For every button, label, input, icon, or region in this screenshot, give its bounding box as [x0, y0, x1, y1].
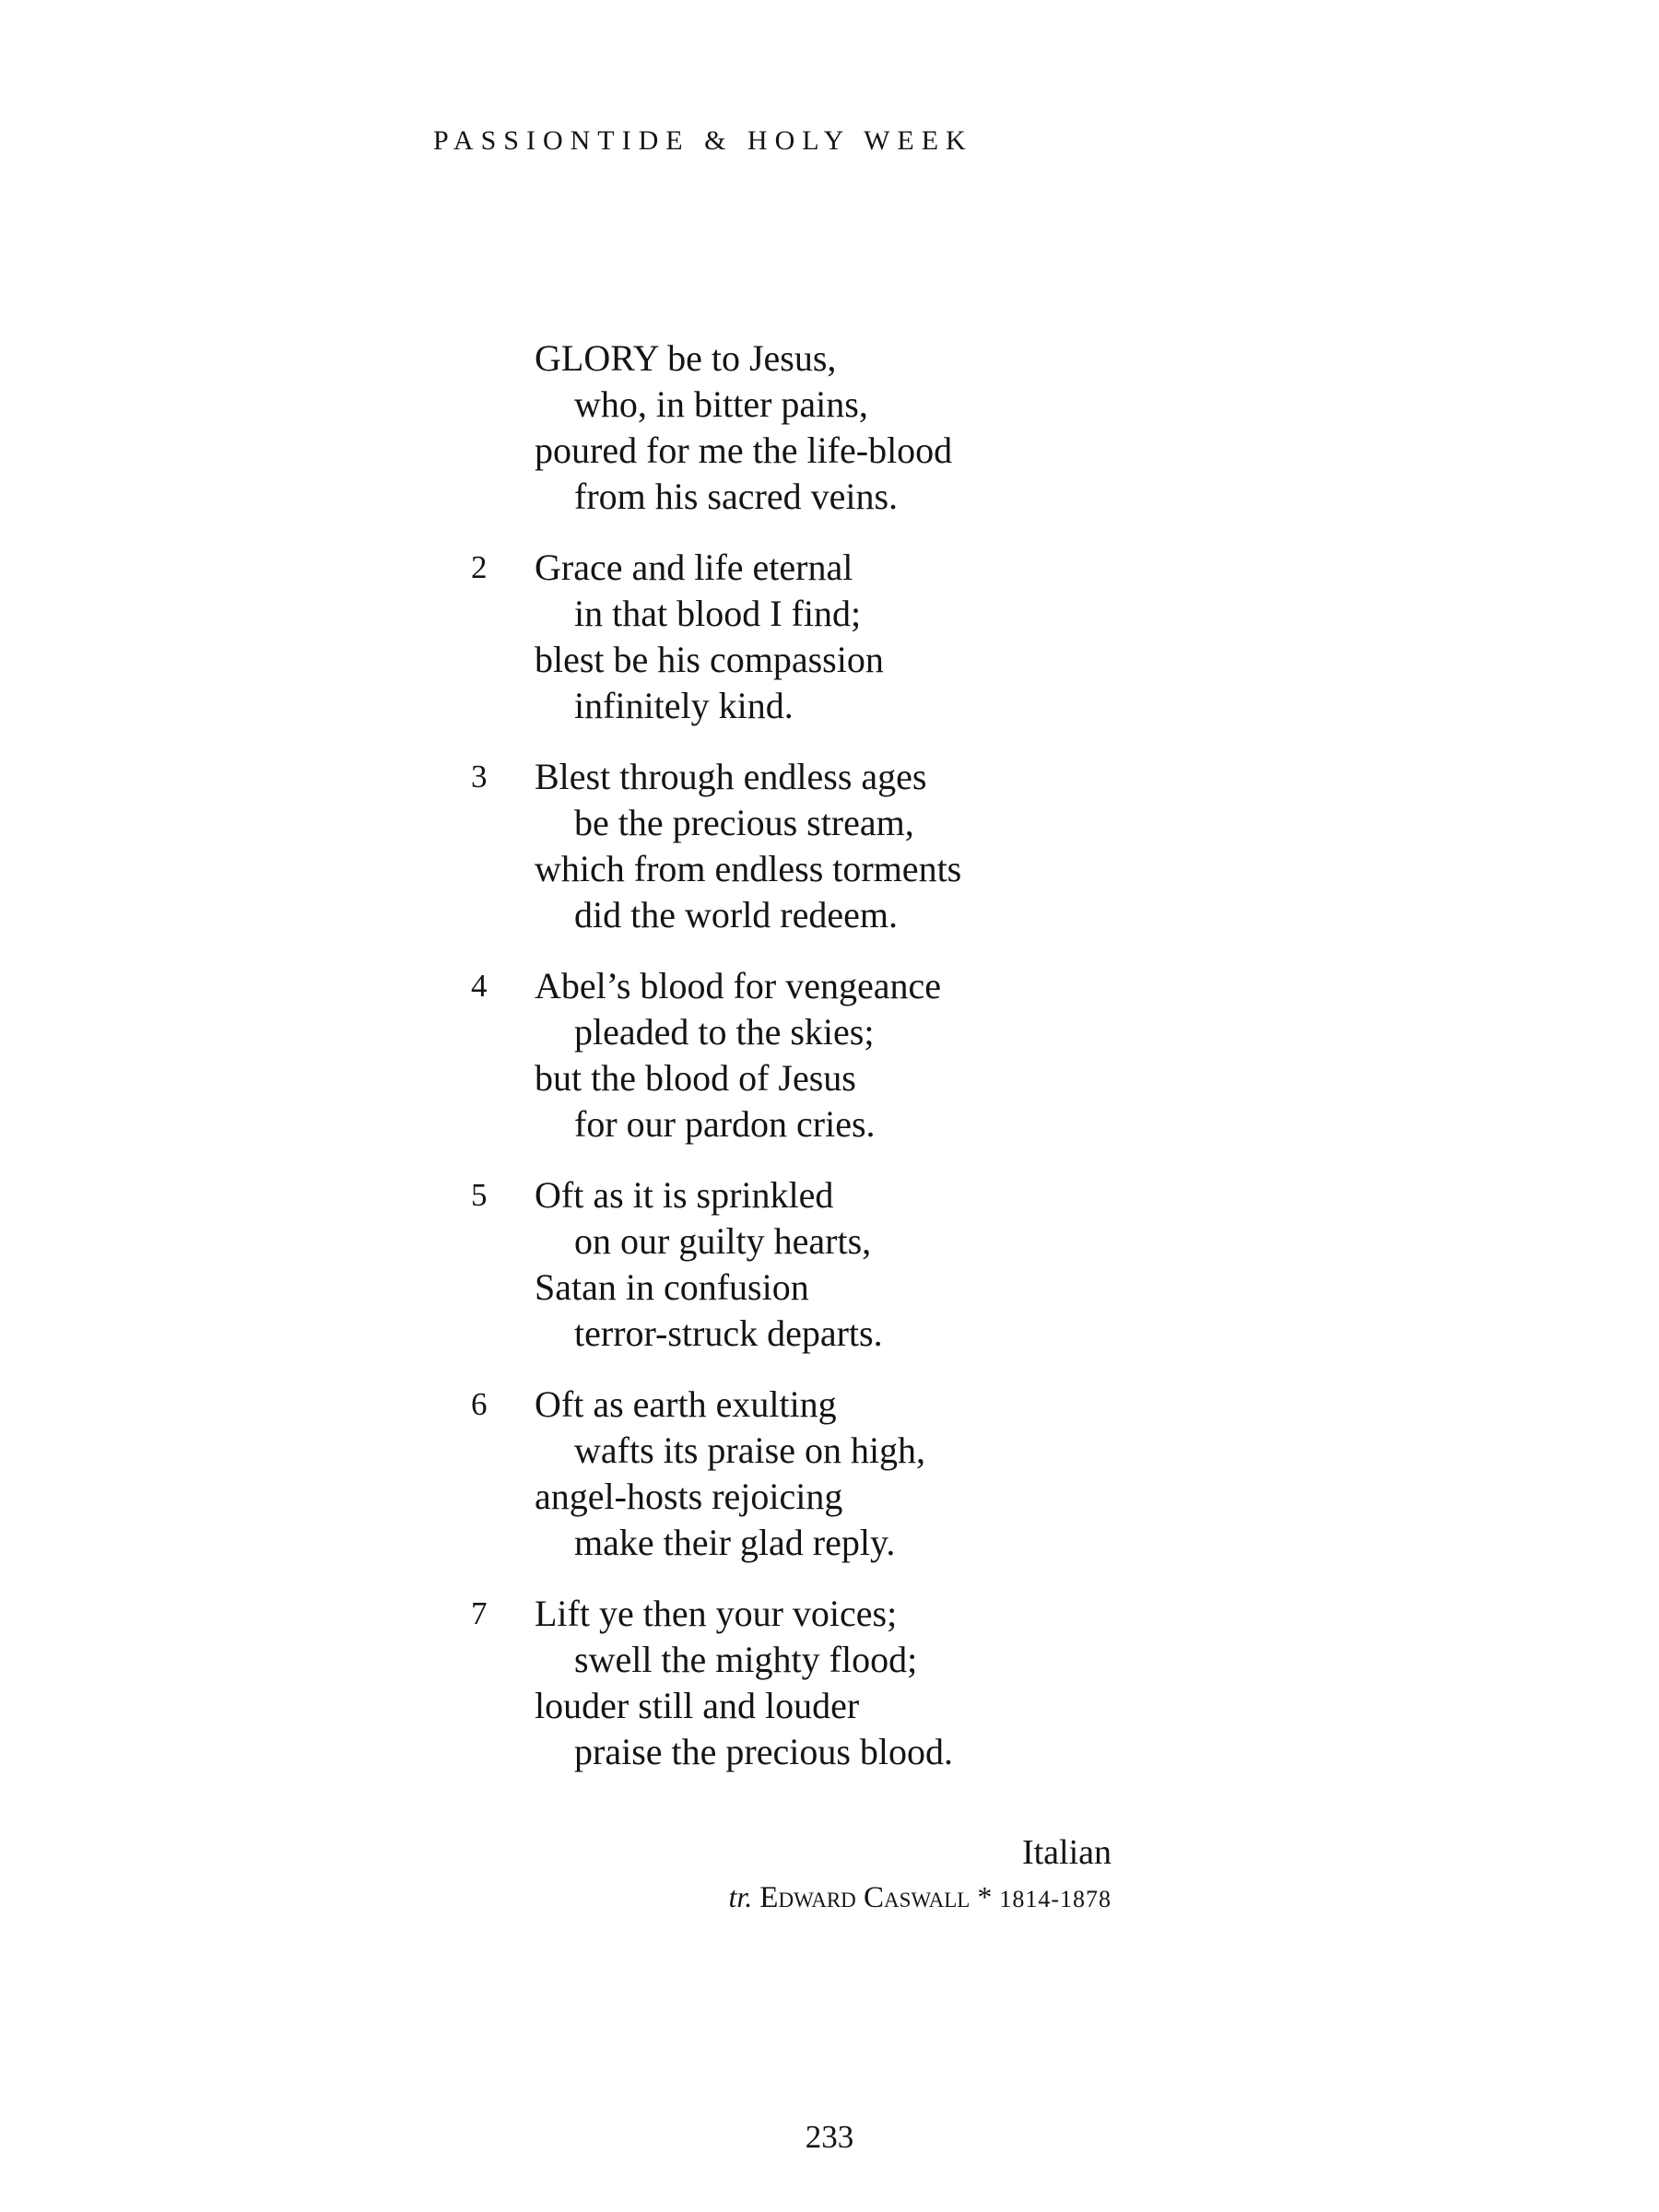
verse-line: Oft as it is sprinkled — [535, 1174, 834, 1216]
page-number: 233 — [805, 2119, 854, 2155]
verse-line: Satan in confusion — [535, 1266, 809, 1308]
verse-line: make their glad reply. — [574, 1522, 896, 1563]
verse-line: Oft as earth exulting — [535, 1383, 837, 1425]
verse-line: angel-hosts rejoicing — [535, 1476, 843, 1517]
hymn-text — [0, 335, 1659, 1800]
verse-number: 2 — [471, 549, 488, 585]
verse-line: poured for me the life-blood — [535, 429, 953, 471]
verse-number: 6 — [471, 1386, 488, 1422]
verse-line: wafts its praise on high, — [574, 1430, 926, 1471]
verse-line: praise the precious blood. — [574, 1731, 953, 1772]
verse-7 — [0, 1591, 1659, 1775]
verse-line: terror-struck departs. — [574, 1312, 883, 1354]
verse-number: 5 — [471, 1177, 488, 1213]
verse-line: pleaded to the skies; — [574, 1011, 875, 1053]
verse-line: but the blood of Jesus — [535, 1057, 856, 1099]
verse-line: Grace and life eternal — [535, 547, 853, 588]
verse-5 — [0, 1172, 1659, 1357]
verse-line: did the world redeem. — [574, 894, 898, 935]
running-head: PASSIONTIDE & HOLY WEEK — [433, 125, 973, 156]
asterisk-marker: * — [977, 1880, 993, 1913]
verse-line: swell the mighty flood; — [574, 1639, 918, 1680]
verse-1 — [0, 335, 1659, 520]
verse-line: louder still and louder — [535, 1685, 860, 1726]
verse-line: for our pardon cries. — [574, 1103, 876, 1145]
verse-line: from his sacred veins. — [574, 476, 899, 517]
verse-line: blest be his compassion — [535, 639, 884, 680]
verse-4 — [0, 963, 1659, 1147]
verse-line: which from endless torments — [535, 848, 962, 889]
attribution — [729, 1830, 1112, 1922]
verse-number: 7 — [471, 1595, 488, 1631]
translator-dates: 1814-1878 — [999, 1886, 1112, 1912]
verse-line: Lift ye then your voices; — [535, 1593, 898, 1634]
verse-line: on our guilty hearts, — [574, 1220, 872, 1262]
attribution-translator — [729, 1875, 1112, 1922]
attribution-source: Italian — [1021, 1833, 1112, 1872]
verse-line: who, in bitter pains, — [574, 383, 868, 425]
verse-6 — [0, 1382, 1659, 1566]
translator-name: Edward Caswall — [759, 1881, 971, 1914]
verse-line: in that blood I find; — [574, 593, 862, 634]
verse-number: 4 — [471, 968, 488, 1004]
verse-line: GLORY be to Jesus, — [535, 337, 837, 379]
verse-line: infinitely kind. — [574, 685, 794, 726]
translator-prefix: tr. — [728, 1880, 753, 1913]
verse-line: be the precious stream, — [574, 802, 914, 843]
verse-2 — [0, 545, 1659, 729]
verse-line: Abel’s blood for vengeance — [535, 965, 941, 1006]
verse-line: Blest through endless ages — [535, 756, 927, 797]
verse-number: 3 — [471, 759, 488, 794]
verse-3 — [0, 754, 1659, 938]
